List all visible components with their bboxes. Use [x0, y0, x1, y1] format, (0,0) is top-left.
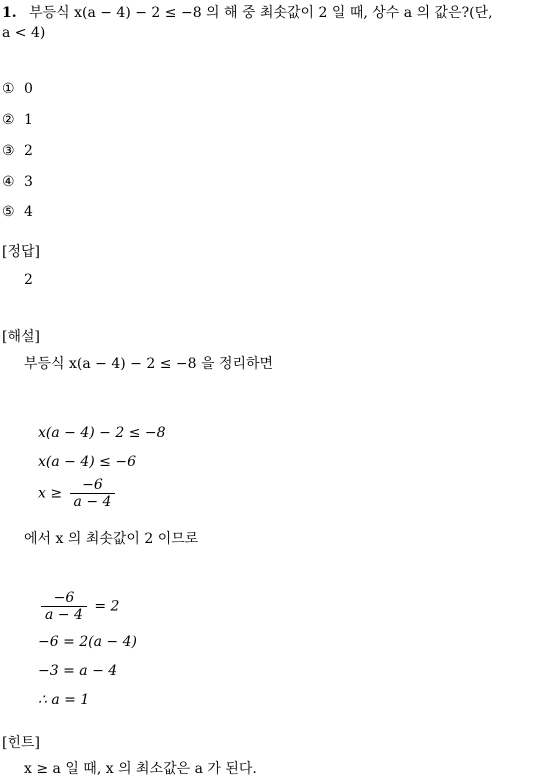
answer-label: [정답] [2, 244, 40, 260]
choice-3-marker: ③ [2, 143, 15, 159]
explanation-step-6: −3 = a − 4 [38, 663, 118, 679]
explanation-middle: 에서 x 의 최솟값이 2 이므로 [24, 531, 199, 547]
step-3-fraction [70, 477, 116, 510]
choice-2-value: 1 [24, 112, 33, 128]
choice-5-marker: ⑤ [2, 204, 15, 220]
step-4-suffix: = 2 [94, 598, 120, 615]
choice-4-marker: ④ [2, 174, 15, 190]
step-4-denominator: a − 4 [45, 607, 83, 623]
hint-label: [힌트] [2, 735, 40, 751]
choice-3-value: 2 [24, 143, 33, 159]
question-text: 부등식 x(a − 4) − 2 ≤ −8 의 해 중 최솟값이 2 일 때, 상수 a 의 값은?(단, [29, 5, 493, 21]
explanation-step-1: x(a − 4) − 2 ≤ −8 [38, 425, 166, 441]
question-number: 1. [2, 5, 17, 21]
question-line-1 [2, 4, 493, 22]
answer-value: 2 [24, 272, 33, 288]
choice-5[interactable] [2, 203, 33, 221]
step-3-numerator: −6 [82, 477, 103, 493]
step-3-prefix: x ≥ [38, 485, 63, 502]
explanation-step-7: ∴ a = 1 [38, 692, 90, 708]
choice-1-value: 0 [24, 81, 33, 97]
hint-text: x ≥ a 일 때, x 의 최소값은 a 가 된다. [24, 761, 257, 777]
explanation-step-3 [38, 477, 118, 510]
choice-1[interactable] [2, 80, 33, 98]
choice-4-value: 3 [24, 174, 33, 190]
explanation-label: [해설] [2, 329, 40, 345]
explanation-step-4 [38, 590, 119, 623]
choice-2[interactable] [2, 111, 33, 129]
choice-3[interactable] [2, 142, 33, 160]
step-3-denominator: a − 4 [73, 494, 112, 510]
question-line-2: a < 4) [2, 25, 46, 41]
choice-1-marker: ① [2, 81, 15, 97]
choice-5-value: 4 [24, 204, 33, 220]
step-4-numerator: −6 [53, 590, 75, 606]
choice-2-marker: ② [2, 112, 15, 128]
explanation-step-2: x(a − 4) ≤ −6 [38, 454, 136, 470]
explanation-intro: 부등식 x(a − 4) − 2 ≤ −8 을 정리하면 [24, 356, 274, 372]
choice-4[interactable] [2, 173, 33, 191]
explanation-step-5: −6 = 2(a − 4) [38, 634, 137, 650]
step-4-fraction [41, 590, 87, 623]
